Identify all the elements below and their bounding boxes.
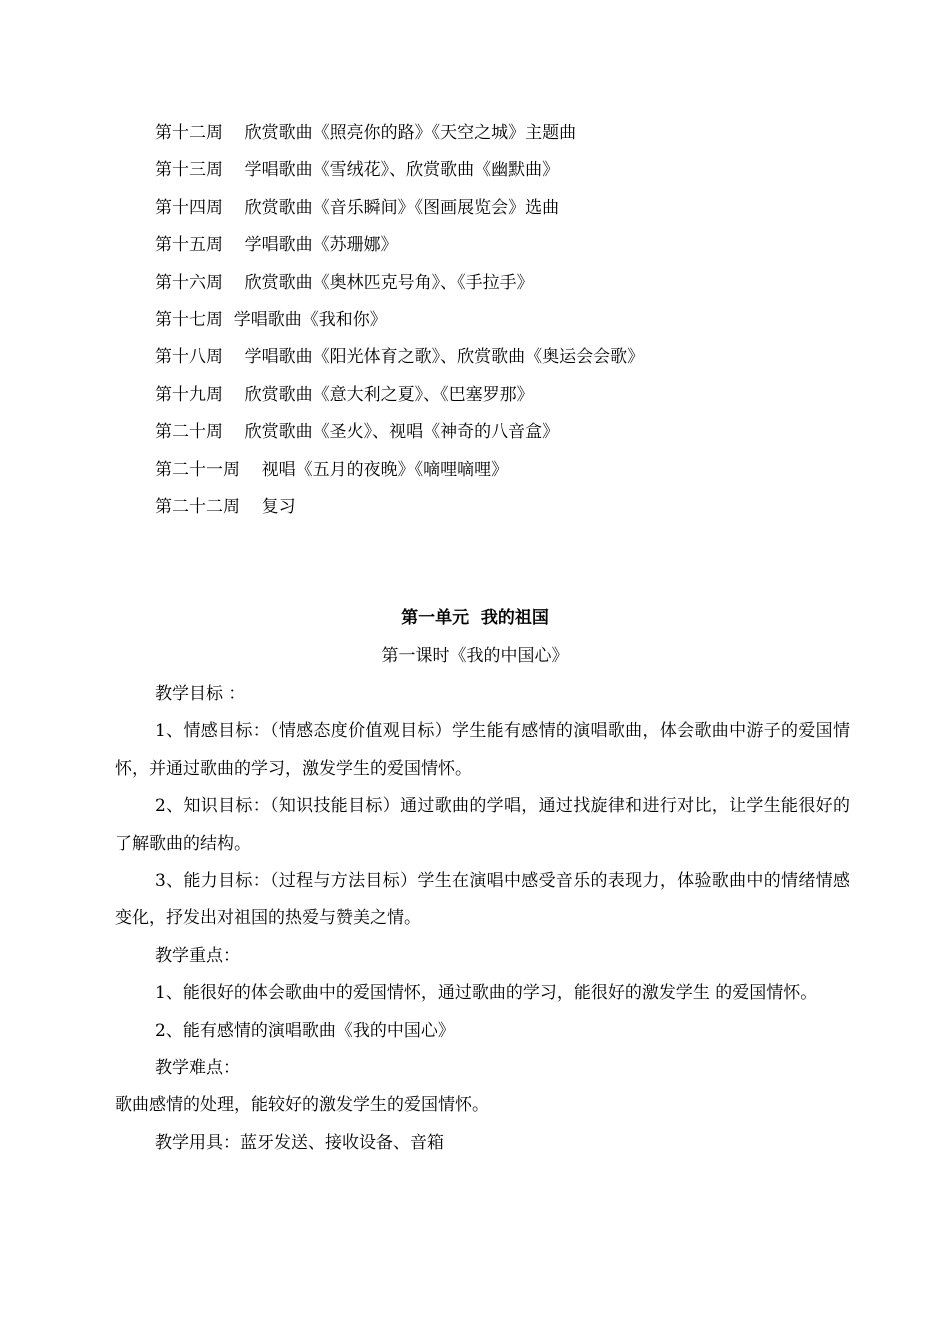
schedule-line-week-15: 第十五周 学唱歌曲《苏珊娜》	[155, 235, 398, 256]
goal-emotion: 1、情感目标：（情感态度价值观目标）学生能有感情的演唱歌曲，体会歌曲中游子的爱国情怀，并通过歌曲的学习，激发学生的爱国情怀。	[115, 721, 850, 779]
schedule-line-week-16: 第十六周 欣赏歌曲《奥林匹克号角》、《手拉手》	[155, 272, 534, 293]
schedule-line-week-13: 第十三周 学唱歌曲《雪绒花》、欣赏歌曲《幽默曲》	[155, 160, 560, 181]
lesson-title: 第一课时《我的中国心》	[381, 646, 569, 666]
difficulty-text: 歌曲感情的处理，能较好的激发学生的爱国情怀。	[115, 1095, 489, 1116]
key-point-1: 1、能很好的体会歌曲中的爱国情怀，通过歌曲的学习，能很好的激发学生 的爱国情怀。	[155, 983, 818, 1004]
weekly-schedule	[155, 115, 855, 526]
schedule-line-week-17: 第十七周 学唱歌曲《我和你》	[155, 309, 387, 330]
lesson-plan-body	[115, 676, 850, 1162]
goal-ability: 3、能力目标：（过程与方法目标）学生在演唱中感受音乐的表现力，体验歌曲中的情绪情感变化，抒发出对祖国的热爱与赞美之情。	[115, 871, 850, 929]
schedule-line-week-21: 第二十一周 视唱《五月的夜晚》《嘀哩嘀哩》	[155, 459, 509, 480]
key-point-2: 2、能有感情的演唱歌曲《我的中国心》	[155, 1020, 455, 1041]
schedule-line-week-20: 第二十周 欣赏歌曲《圣火》、视唱《神奇的八音盒》	[155, 422, 560, 443]
goal-knowledge: 2、知识目标：（知识技能目标）通过歌曲的学唱，通过找旋律和进行对比，让学生能很好的了解歌曲的结构。	[115, 796, 850, 854]
teaching-tools: 教学用具：蓝牙发送、接收设备、音箱	[155, 1132, 444, 1153]
key-points-heading: 教学重点：	[155, 945, 240, 966]
schedule-line-week-14: 第十四周 欣赏歌曲《音乐瞬间》《图画展览会》选曲	[155, 197, 560, 218]
schedule-line-week-18: 第十八周 学唱歌曲《阳光体育之歌》、欣赏歌曲《奥运会会歌》	[155, 347, 645, 368]
difficulty-heading: 教学难点：	[155, 1058, 240, 1079]
schedule-line-week-12: 第十二周 欣赏歌曲《照亮你的路》《天空之城》主题曲	[155, 123, 577, 143]
unit-title: 第一单元 我的祖国	[401, 608, 549, 628]
schedule-line-week-19: 第十九周 欣赏歌曲《意大利之夏》、《巴塞罗那》	[155, 384, 534, 405]
goals-heading: 教学目标 ：	[155, 684, 246, 704]
schedule-line-week-22: 第二十二周 复习	[155, 496, 296, 517]
